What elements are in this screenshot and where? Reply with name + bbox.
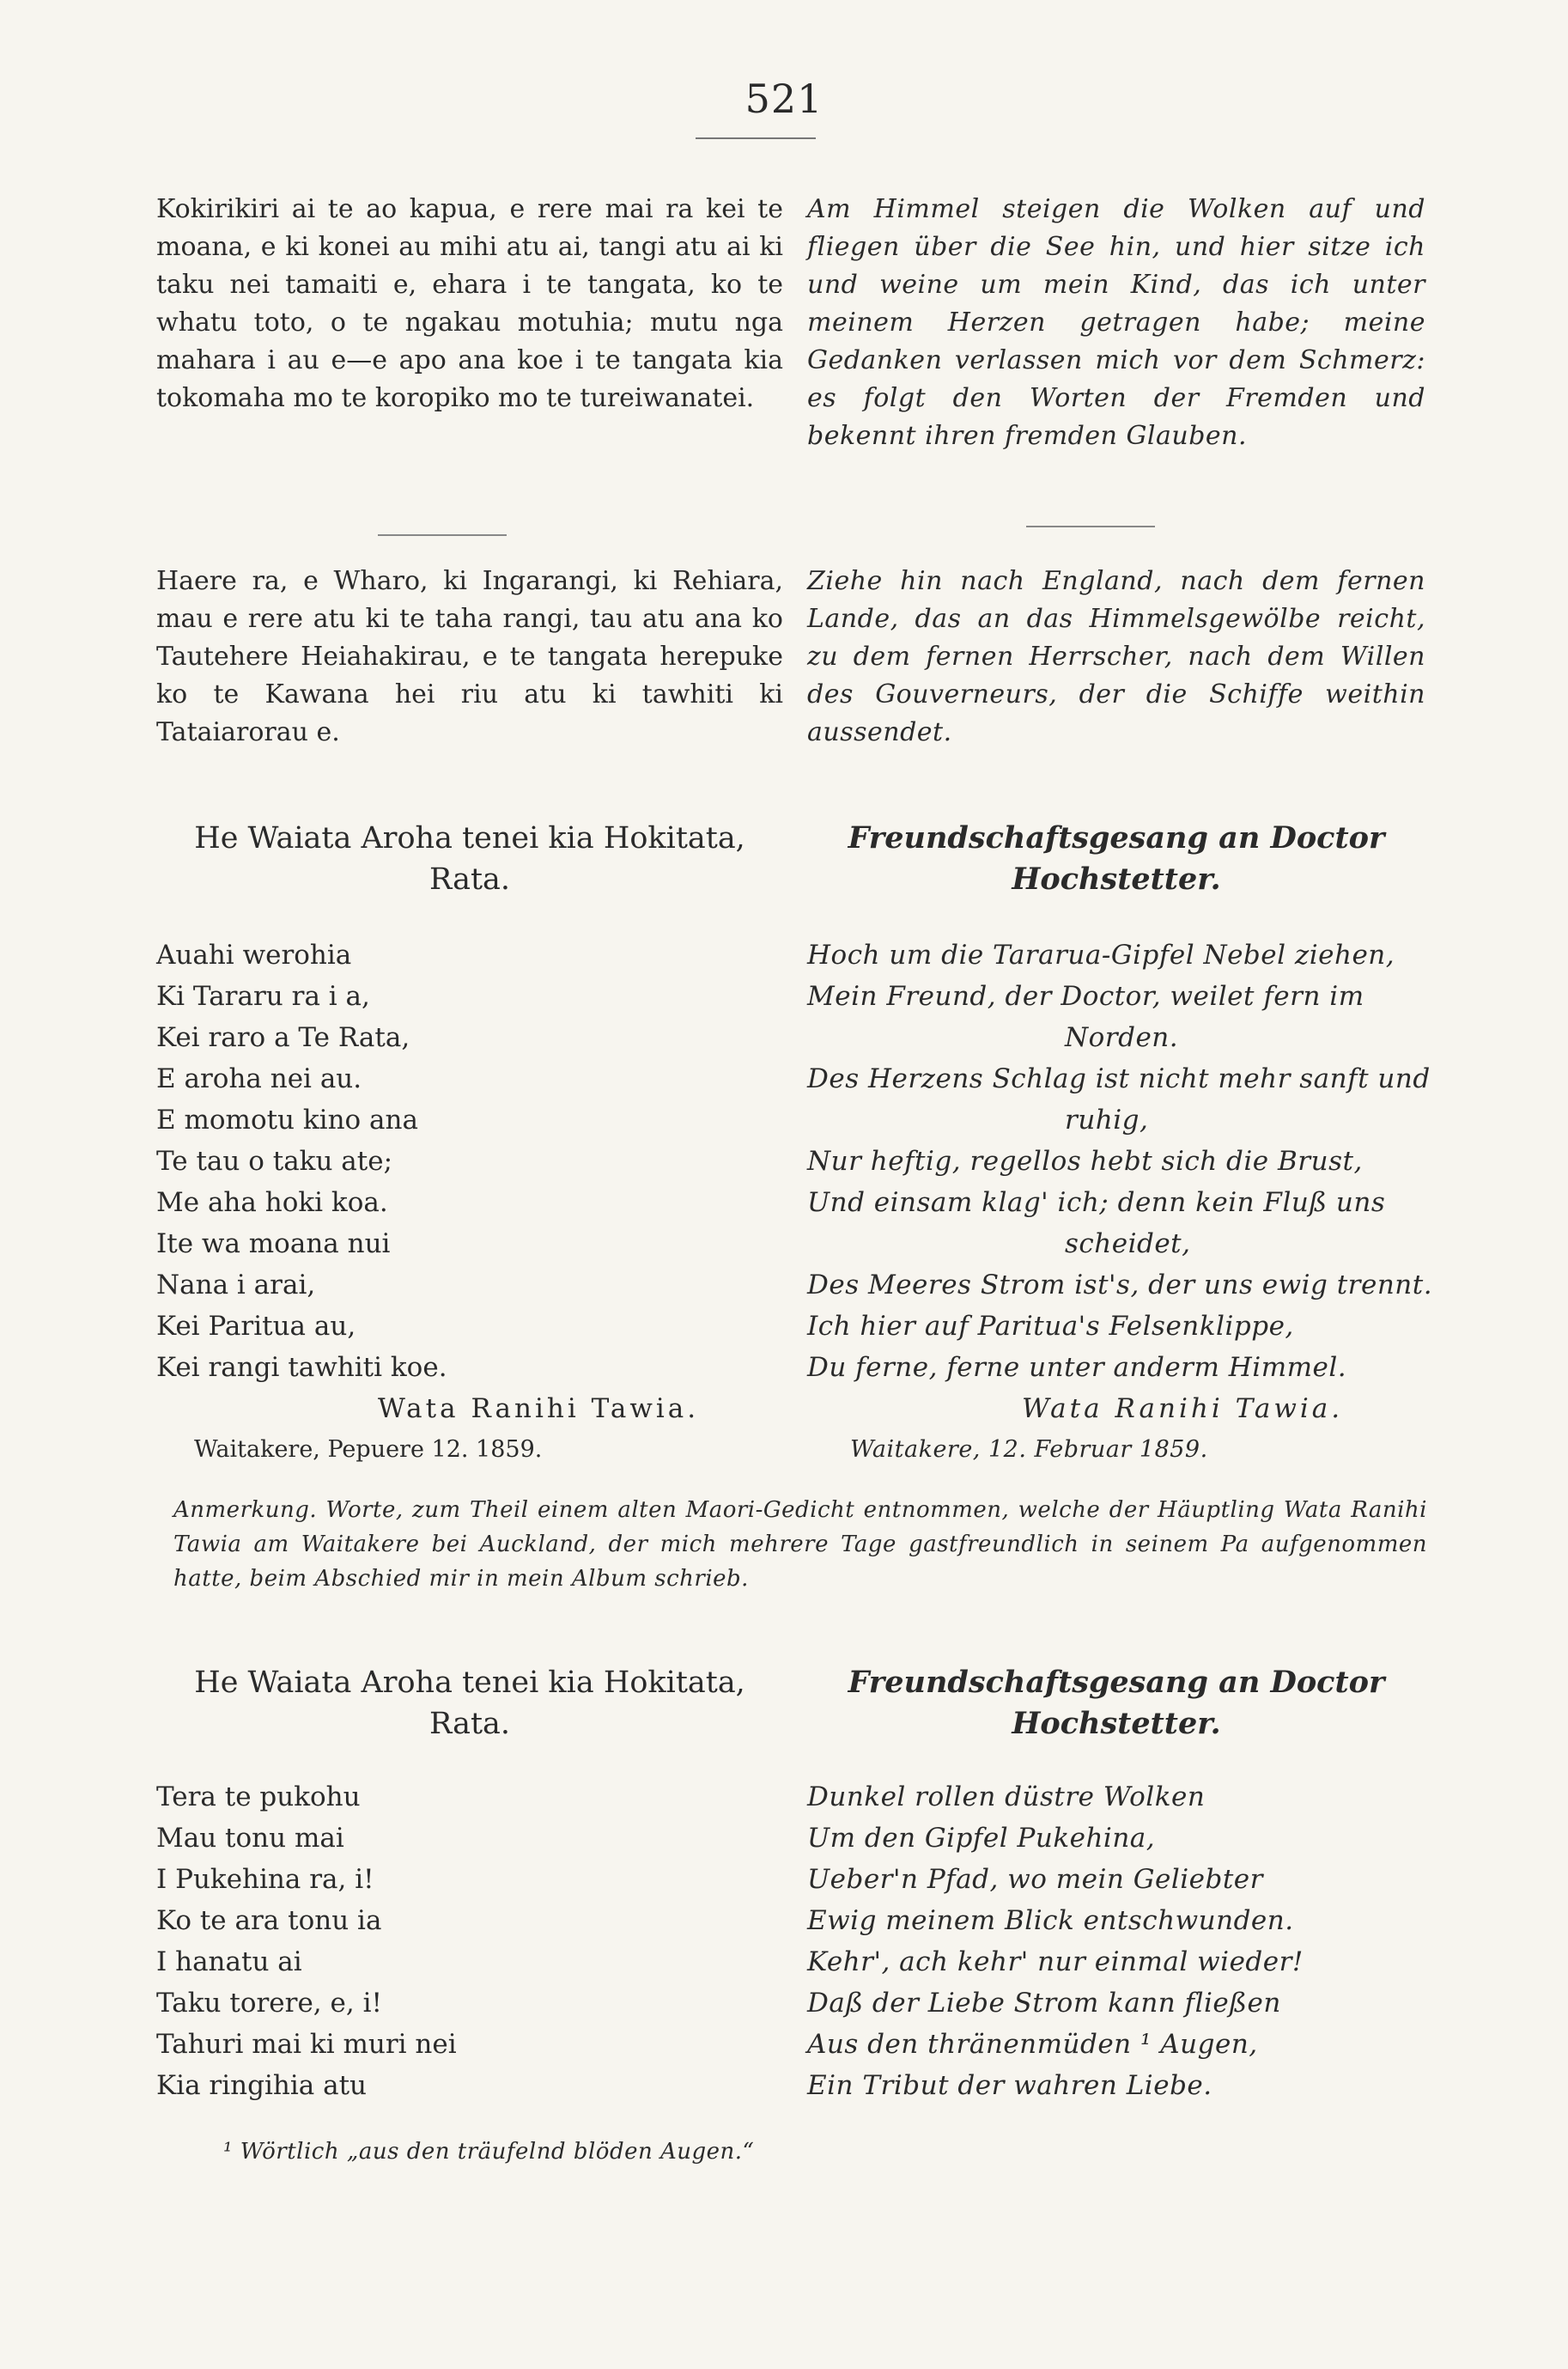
verse-line: Des Herzens Schlag ist nicht mehr sanft und [807,1063,1431,1094]
separator-left-1 [378,534,507,536]
verse-line: Tera te pukohu [156,1781,361,1812]
annotation-note: Anmerkung. Worte, zum Theil einem alten Maori-Gedicht entnommen, welche der Häuptling Wata Ranihi Tawia am Waitakere bei Auckland, der mich mehrere Tage gastfreundlich in seinem Pa aufgenommen hatte, beim Abschied mir in mein Album schrieb. [173,1497,1427,1592]
verse-line: Kehr', ach kehr' nur einmal wieder! [807,1946,1304,1977]
separator-right-1 [1026,526,1155,527]
header-rule [696,137,816,139]
verse-line: ruhig, [1065,1105,1149,1136]
song1-maori-signature: Wata Ranihi Tawia. [378,1393,700,1424]
song1-german-place-date: Waitakere, 12. Februar 1859. [850,1436,1208,1463]
verse-line: Ite wa moana nui [156,1228,391,1259]
footnote: ¹ Wörtlich „aus den träufelnd blöden Augen.“ [223,2139,755,2165]
german-paragraph-2: Ziehe hin nach England, nach dem fernen Lande, das an das Himmelsgewölbe reicht, zu dem fernen Herrscher, nach dem Willen des Gouverneurs, der die Schiffe weithin aussendet. [807,566,1425,747]
maori-paragraph-2: Haere ra, e Wharo, ki Ingarangi, ki Rehiara, mau e rere atu ki te taha rangi, tau atu ana ko Tautehere Heiahakirau, e te tangata herepuke ko te Kawana hei riu atu ki tawhiti ki Tataiarorau e. [156,566,783,747]
verse-line: Nana i arai, [156,1270,316,1300]
verse-line: Kei rangi tawhiti koe. [156,1352,447,1383]
song2-german-title: Freundschaftsgesang an Doctor Hochstetter. [848,1665,1385,1741]
verse-line: Nur heftig, regellos hebt sich die Brust, [807,1146,1363,1177]
german-paragraph-1: Am Himmel steigen die Wolken auf und fliegen über die See hin, und hier sitze ich und weine um mein Kind, das ich unter meinem Herzen getragen habe; meine Gedanken verlassen mich vor dem Schmerz: es folgt den Worten der Fremden und bekennt ihren fremden Glauben. [807,194,1425,451]
verse-line: Ewig meinem Blick entschwunden. [807,1905,1294,1936]
verse-line: Me aha hoki koa. [156,1187,388,1218]
song1-german-signature: Wata Ranihi Tawia. [1022,1393,1344,1424]
verse-line: Du ferne, ferne unter anderm Himmel. [807,1352,1347,1383]
verse-line: Kei raro a Te Rata, [156,1022,410,1053]
verse-line: Und einsam klag' ich; denn kein Fluß uns [807,1187,1386,1218]
song2-german-verse [807,1776,1304,2106]
verse-line: Des Meeres Strom ist's, der uns ewig trennt. [807,1270,1433,1300]
verse-line: I hanatu ai [156,1946,302,1977]
verse-line: Mau tonu mai [156,1823,344,1854]
verse-line: Hoch um die Tararua-Gipfel Nebel ziehen, [807,940,1395,971]
verse-line: I Pukehina ra, i! [156,1864,374,1895]
song2-maori-verse [156,1776,457,2106]
song1-maori-title: He Waiata Aroha tenei kia Hokitata, Rata. [194,821,745,897]
song2-maori-title: He Waiata Aroha tenei kia Hokitata, Rata. [194,1666,745,1741]
verse-line: E aroha nei au. [156,1063,362,1094]
song1-maori-place-date: Waitakere, Pepuere 12. 1859. [194,1436,543,1463]
verse-line: Ueber'n Pfad, wo mein Geliebter [807,1864,1263,1895]
verse-line: Kei Paritua au, [156,1311,356,1342]
verse-line: Dunkel rollen düstre Wolken [807,1781,1206,1812]
maori-paragraph-1: Kokirikiri ai te ao kapua, e rere mai ra kei te moana, e ki konei au mihi atu ai, tangi atu ai ki taku nei tamaiti e, ehara i te tangata, ko te whatu toto, o te ngakau motuhia; mutu nga mahara i au e—e apo ana koe i te tangata kia tokomaha mo te koropiko mo te tureiwanatei. [156,194,783,413]
verse-line: Ein Tribut der wahren Liebe. [807,2070,1212,2101]
verse-line: Aus den thränenmüden ¹ Augen, [807,2029,1258,2060]
verse-line: Ich hier auf Paritua's Felsenklippe, [807,1311,1294,1342]
verse-line: Taku torere, e, i! [156,1988,382,2019]
song1-german-verse [807,935,1432,1388]
verse-line: Auahi werohia [156,940,352,971]
verse-line: Kia ringihia atu [156,2070,367,2101]
verse-line: Ko te ara tonu ia [156,1905,382,1936]
verse-line: Tahuri mai ki muri nei [156,2029,457,2060]
song1-german-title: Freundschaftsgesang an Doctor Hochstetter. [848,820,1385,897]
verse-line: Ki Tararu ra i a, [156,981,370,1012]
verse-line: scheidet, [1065,1228,1191,1259]
song1-maori-verse [156,935,447,1388]
verse-line: Te tau o taku ate; [156,1146,393,1177]
verse-line: Um den Gipfel Pukehina, [807,1823,1156,1854]
verse-line: E momotu kino ana [156,1105,418,1136]
page-number: 521 [744,76,824,122]
verse-line: Norden. [1065,1022,1179,1053]
verse-line: Mein Freund, der Doctor, weilet fern im [807,981,1364,1012]
verse-line: Daß der Liebe Strom kann fließen [807,1988,1281,2019]
